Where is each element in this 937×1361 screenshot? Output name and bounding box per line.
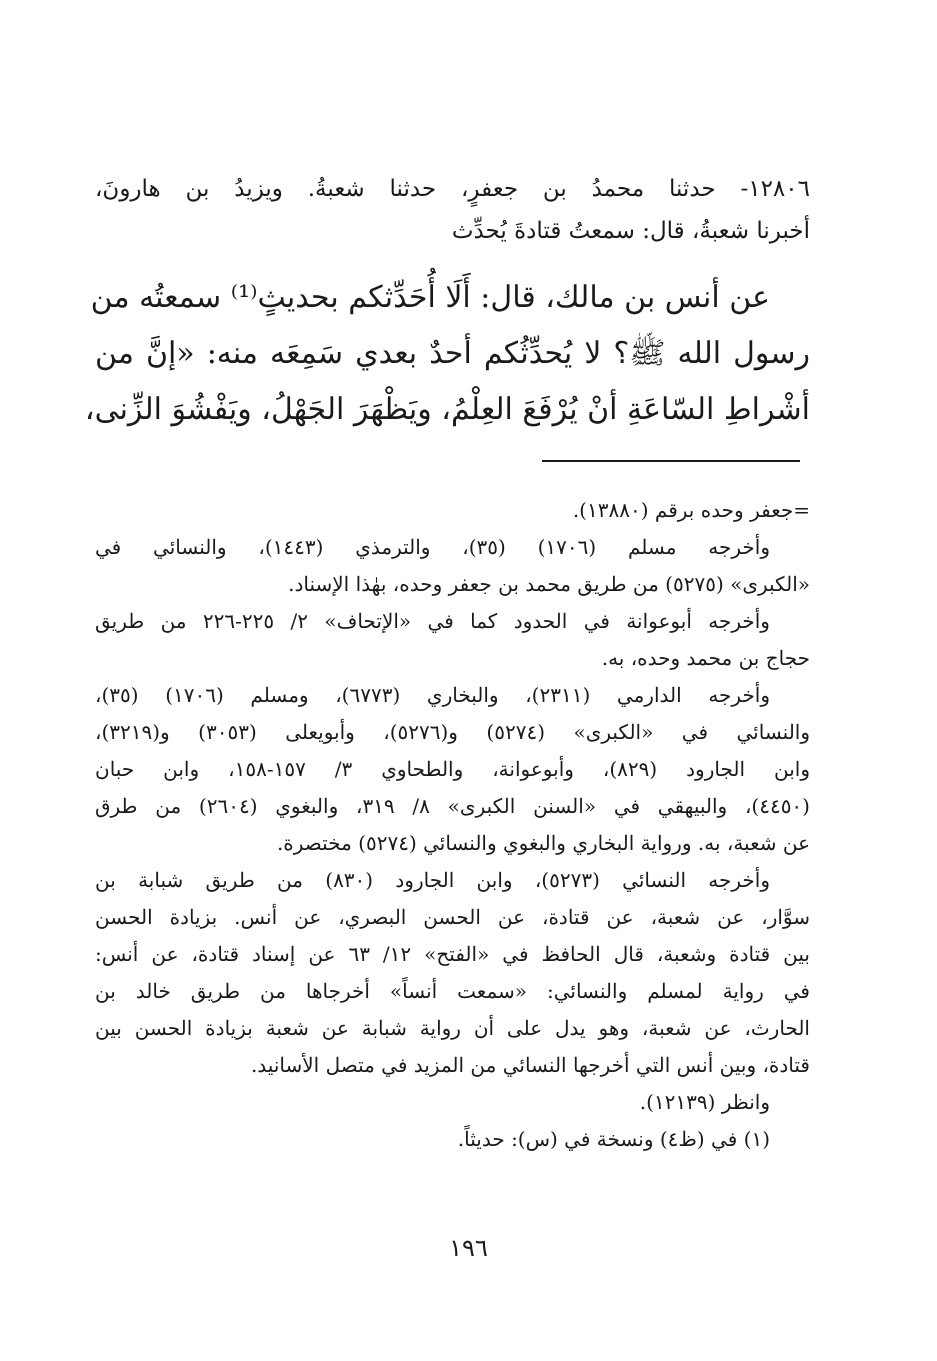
footnote-line: وأخرجه مسلم (١٧٠٦) (٣٥)، والترمذي (١٤٤٣)، والنسائي في [95, 535, 770, 559]
footnote-divider [542, 460, 800, 462]
footnote-line: قتادة، وبين أنس التي أخرجها النسائي من المزيد في متصل الأسانيد. [250, 1053, 810, 1077]
footnote-line: وأخرجه الدارمي (٢٣١١)، والبخاري (٦٧٧٣)، ومسلم (١٧٠٦) (٣٥)، [95, 683, 771, 707]
footnote-line: والنسائي في «الكبرى» (٥٢٧٤) و(٥٢٧٦)، وأبويعلى (٣٠٥٣) و(٣٢١٩)، [95, 720, 811, 744]
footnotes [95, 492, 810, 1158]
footnote-line: عن شعبة، به. ورواية البخاري والبغوي والنسائي (٥٢٧٤) مختصرة. [276, 831, 810, 855]
footnote-line: سوَّار، عن شعبة، عن قتادة، عن الحسن البصري، عن أنس. بزيادة الحسن [95, 905, 810, 929]
footnote-line: =جعفر وحده برقم (١٣٨٨٠). [572, 498, 810, 522]
isnad-line: ١٢٨٠٦- حدثنا محمدُ بن جعفرٍ، حدثنا شعبةُ. ويزيدُ بن هارونَ، [95, 176, 810, 202]
matn-line: عن أنس بن مالك، قال: أَلَا أُحَدِّثكم بحديثٍ⁽¹⁾ سمعتُه من [90, 280, 770, 315]
footnote-line: (١) في (ظ٤) ونسخة في (س): حديثاً. [457, 1127, 770, 1151]
footnote-line: بين قتادة وشعبة، قال الحافظ في «الفتح» ١٢/ ٦٣ عن إسناد قتادة، عن أنس: [95, 942, 810, 966]
footnote-line: وأخرجه أبوعوانة في الحدود كما في «الإتحاف» ٢/ ٢٢٥-٢٢٦ من طريق [95, 609, 770, 633]
footnote-line: وابن الجارود (٨٢٩)، وأبوعوانة، والطحاوي ٣/ ١٥٧-١٥٨، وابن حبان [95, 757, 810, 781]
page-number: ١٩٦ [449, 1234, 488, 1262]
footnote-line: (٤٤٥٠)، والبيهقي في «السنن الكبرى» ٨/ ٣١٩، والبغوي (٢٦٠٤) من طرق [95, 794, 810, 818]
matn-line: رسول الله ﷺ؟ لا يُحدِّثُكم أحدٌ بعدي سَمِعَه منه: «إنَّ من [95, 336, 810, 371]
footnote-line: في رواية لمسلم والنسائي: «سمعت أنساً» أخرجاها من طريق خالد بن [95, 979, 810, 1003]
footnote-line: وانظر (١٢١٣٩). [639, 1090, 770, 1114]
matn-line: أشْراطِ السّاعَةِ أنْ يُرْفَعَ العِلْمُ، ويَظْهَرَ الجَهْلُ، ويَفْشُوَ الزِّنى، [84, 392, 810, 427]
footnote-line: الحارث، عن شعبة، وهو يدل على أن رواية شبابة عن شعبة بزيادة الحسن بين [95, 1016, 810, 1040]
footnote-line: وأخرجه النسائي (٥٢٧٣)، وابن الجارود (٨٣٠) من طريق شبابة بن [95, 868, 771, 892]
footnote-line: «الكبرى» (٥٢٧٥) من طريق محمد بن جعفر وحده، بهٰذا الإسناد. [288, 572, 810, 596]
hadith-isnad [95, 168, 810, 252]
isnad-line: أخبرنا شعبةُ، قال: سمعتُ قتادةَ يُحدِّث [451, 218, 810, 244]
footnote-line: حجاج بن محمد وحده، به. [601, 646, 810, 670]
hadith-matn [84, 270, 810, 438]
